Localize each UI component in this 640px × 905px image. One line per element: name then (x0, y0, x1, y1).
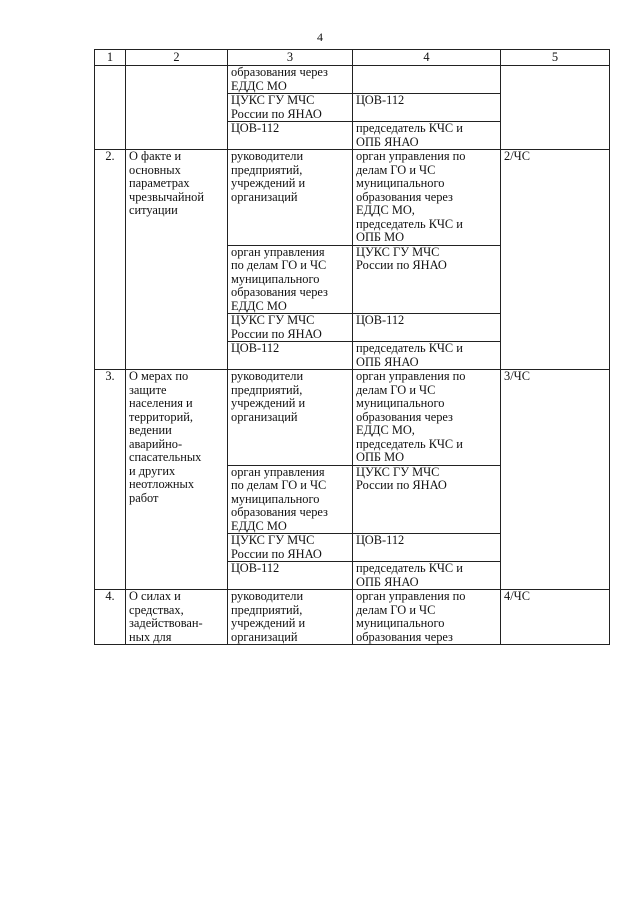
item-number: 2. (95, 150, 126, 370)
item-code: 2/ЧС (501, 150, 610, 370)
sender-cell: ЦОВ-112 (228, 562, 353, 590)
cont-title-cell (126, 66, 228, 150)
header-col-1: 1 (95, 50, 126, 66)
item-title: О факте и основных параметрах чрезвычайной ситуации (126, 150, 228, 370)
recipient-cell: ЦОВ-112 (353, 94, 501, 122)
sender-cell: орган управления по делам ГО и ЧС муниципального образования через ЕДДС МО (228, 245, 353, 314)
item-title: О мерах по защите населения и территорий, ведении аварийно- спасательных и других неотложных работ (126, 370, 228, 590)
header-col-4: 4 (353, 50, 501, 66)
sender-cell: руководители предприятий, учреждений и организаций (228, 370, 353, 466)
table-header (95, 50, 610, 66)
item-code: 3/ЧС (501, 370, 610, 590)
recipient-cell: ЦУКС ГУ МЧС России по ЯНАО (353, 245, 501, 314)
recipient-cell: ЦОВ-112 (353, 534, 501, 562)
recipient-cell: ЦУКС ГУ МЧС России по ЯНАО (353, 465, 501, 534)
notification-table (94, 49, 610, 645)
table-body (95, 66, 610, 645)
recipient-cell: орган управления по делам ГО и ЧС муниципального образования через ЕДДС МО, председатель КЧС и ОПБ МО (353, 150, 501, 246)
table-row (95, 66, 610, 94)
item-code: 4/ЧС (501, 590, 610, 645)
header-row (95, 50, 610, 66)
table-row (95, 370, 610, 466)
sender-cell: орган управления по делам ГО и ЧС муниципального образования через ЕДДС МО (228, 465, 353, 534)
cont-number-cell (95, 66, 126, 150)
item-number: 4. (95, 590, 126, 645)
header-col-5: 5 (501, 50, 610, 66)
sender-cell: руководители предприятий, учреждений и организаций (228, 590, 353, 645)
header-col-3: 3 (228, 50, 353, 66)
recipient-cell: председатель КЧС и ОПБ ЯНАО (353, 122, 501, 150)
recipient-cell: председатель КЧС и ОПБ ЯНАО (353, 342, 501, 370)
sender-cell: руководители предприятий, учреждений и организаций (228, 150, 353, 246)
recipient-cell: председатель КЧС и ОПБ ЯНАО (353, 562, 501, 590)
table-row (95, 590, 610, 645)
sender-cell: ЦУКС ГУ МЧС России по ЯНАО (228, 534, 353, 562)
item-title: О силах и средствах, задействован- ных для (126, 590, 228, 645)
sender-cell: ЦУКС ГУ МЧС России по ЯНАО (228, 94, 353, 122)
sender-cell: ЦОВ-112 (228, 122, 353, 150)
recipient-cell: орган управления по делам ГО и ЧС муниципального образования через (353, 590, 501, 645)
sender-cell: ЦОВ-112 (228, 342, 353, 370)
recipient-cell: ЦОВ-112 (353, 314, 501, 342)
header-col-2: 2 (126, 50, 228, 66)
page-number: 4 (317, 30, 323, 44)
cont-code-cell (501, 66, 610, 150)
recipient-cell: орган управления по делам ГО и ЧС муниципального образования через ЕДДС МО, председатель КЧС и ОПБ МО (353, 370, 501, 466)
sender-cell: образования через ЕДДС МО (228, 66, 353, 94)
item-number: 3. (95, 370, 126, 590)
table-row (95, 150, 610, 246)
recipient-cell (353, 66, 501, 94)
sender-cell: ЦУКС ГУ МЧС России по ЯНАО (228, 314, 353, 342)
